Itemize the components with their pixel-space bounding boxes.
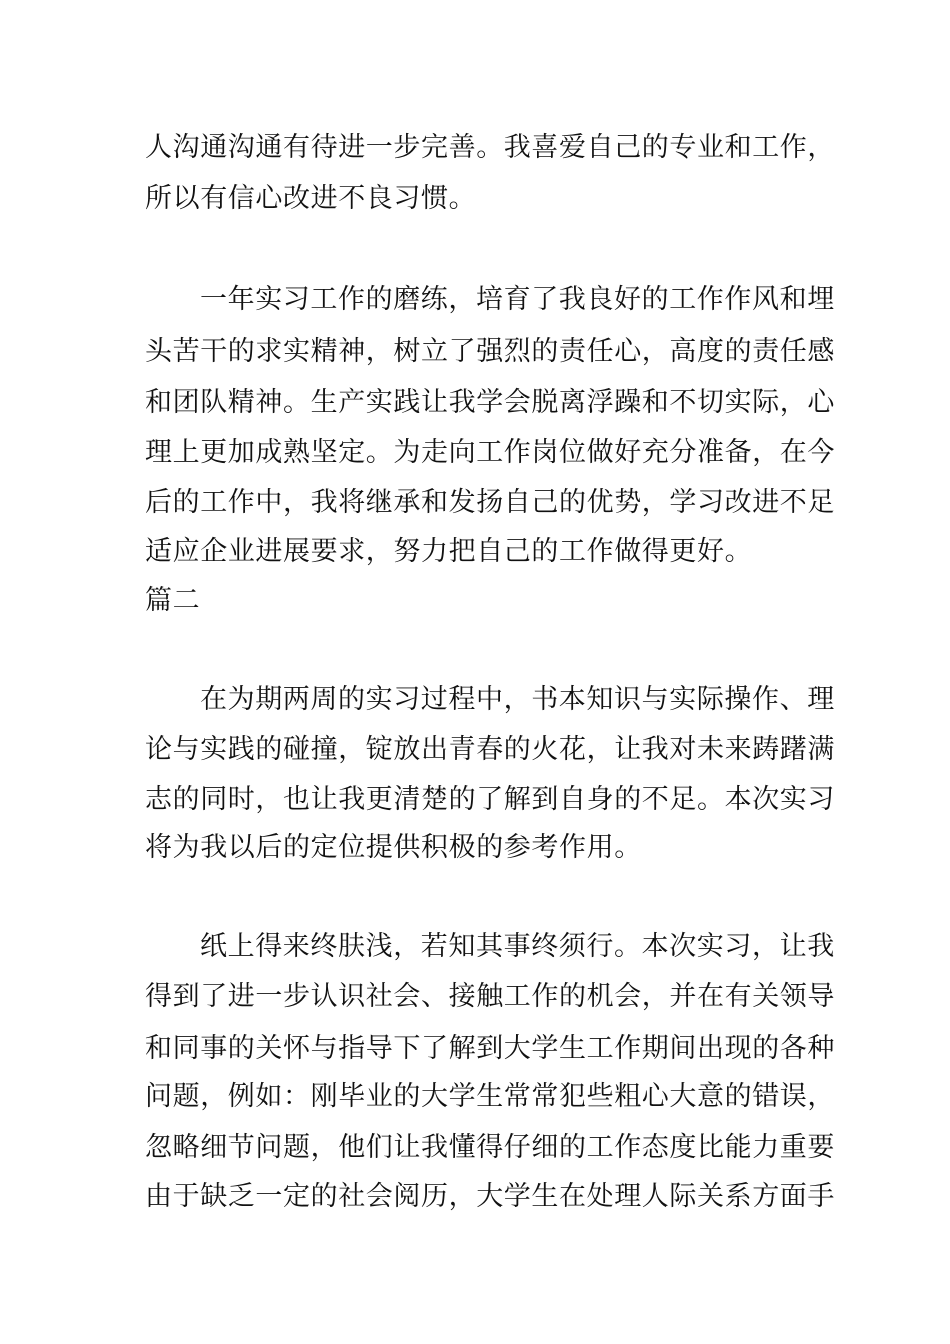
text-line: 后的工作中，我将继承和发扬自己的优势，学习改进不足 — [145, 487, 835, 518]
paragraph-first-line: 纸上得来终肤浅，若知其事终须行。本次实习，让我 — [200, 931, 835, 962]
text-line: 论与实践的碰撞，锭放出青春的火花，让我对未来踌躇满 — [145, 734, 835, 765]
text-line: 问题，例如：刚毕业的大学生常常犯些粗心大意的错误， — [145, 1081, 835, 1112]
section-heading: 篇二 — [145, 585, 201, 616]
text-line: 得到了进一步认识社会、接触工作的机会，并在有关领导 — [145, 981, 835, 1012]
text-line: 适应企业进展要求，努力把自己的工作做得更好。 — [145, 536, 753, 567]
text-line: 人沟通沟通有待进一步完善。我喜爱自己的专业和工作， — [145, 132, 835, 163]
text-line: 头苦干的求实精神，树立了强烈的责任心，高度的责任感 — [145, 336, 835, 367]
text-line: 由于缺乏一定的社会阅历，大学生在处理人际关系方面手 — [145, 1181, 835, 1212]
text-line: 志的同时，也让我更清楚的了解到自身的不足。本次实习 — [145, 784, 835, 815]
paragraph-first-line: 在为期两周的实习过程中，书本知识与实际操作、理 — [200, 684, 835, 715]
text-line: 忽略细节问题，他们让我懂得仔细的工作态度比能力重要 — [145, 1132, 835, 1163]
paragraph-first-line: 一年实习工作的磨练，培育了我良好的工作作风和埋 — [200, 284, 835, 315]
text-line: 所以有信心改进不良习惯。 — [145, 183, 477, 214]
text-line: 将为我以后的定位提供积极的参考作用。 — [145, 832, 642, 863]
text-line: 理上更加成熟坚定。为走向工作岗位做好充分准备，在今 — [145, 437, 835, 468]
text-line: 和同事的关怀与指导下了解到大学生工作期间出现的各种 — [145, 1033, 835, 1064]
text-line: 和团队精神。生产实践让我学会脱离浮躁和不切实际，心 — [145, 387, 835, 418]
